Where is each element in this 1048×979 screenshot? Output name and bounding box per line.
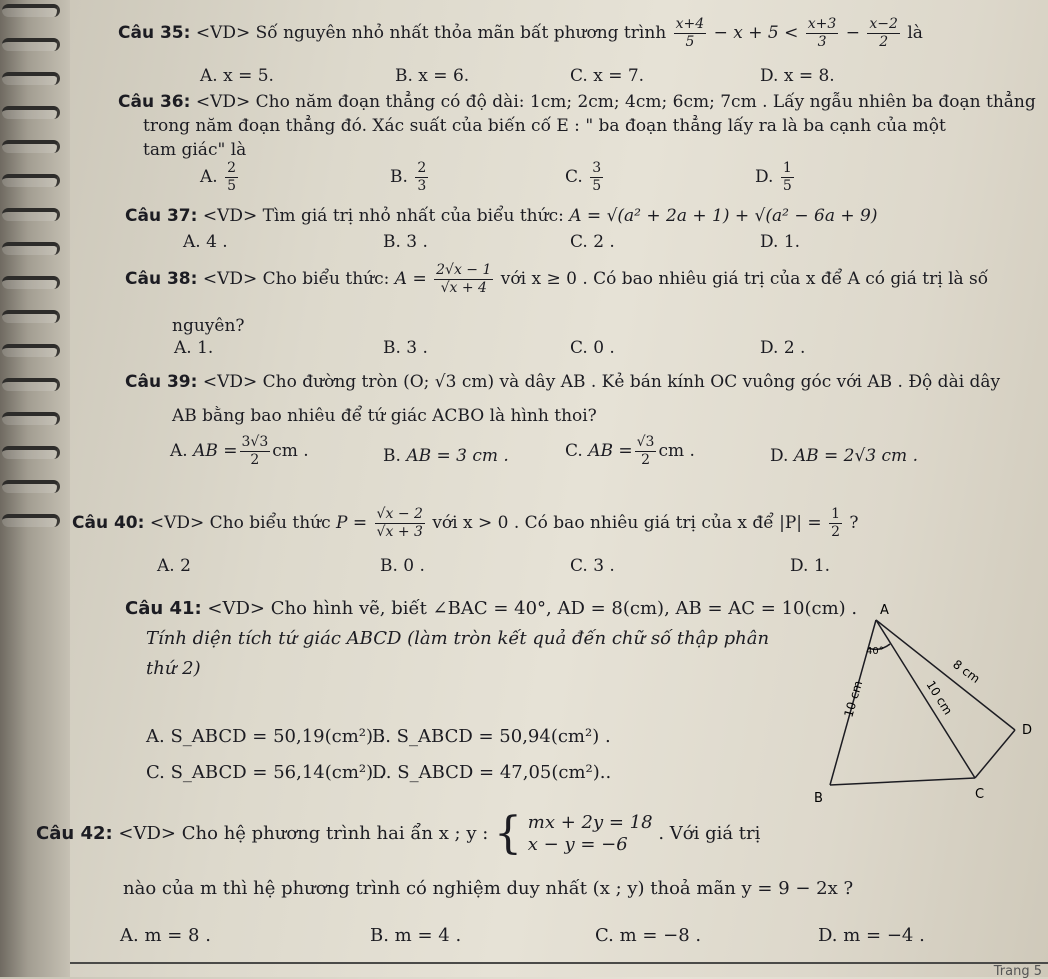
question-tag: <VD> [118, 823, 177, 844]
option-letter: C. [565, 167, 583, 187]
option-letter: D. [755, 167, 774, 187]
fraction-numerator: x+4 [675, 16, 705, 32]
question-text: . Với giá trị [658, 823, 761, 844]
question-36 [118, 92, 1036, 112]
question-41 [125, 598, 857, 619]
vertex-b-label: B [814, 791, 823, 806]
spiral-ring [2, 480, 60, 493]
option-letter: B. [383, 446, 401, 466]
option-text: AB = [588, 441, 633, 461]
option-a[interactable] [170, 434, 309, 469]
option-b[interactable]: B. 0 . [380, 556, 425, 576]
vertex-d-label: D [1022, 723, 1033, 738]
fraction-numerator: 2 [227, 160, 237, 176]
math-expression: P = [336, 513, 368, 533]
fraction-denominator: 2 [831, 524, 840, 540]
question-text-line: trong năm đoạn thẳng đó. Xác suất của biến cố E : " ba đoạn thẳng lấy ra là ba cạnh của một [143, 116, 946, 136]
option-letter: D. [770, 446, 789, 466]
option-b[interactable]: B. x = 6. [395, 66, 470, 86]
option-d[interactable]: D. 1. [760, 232, 801, 252]
question-label: Câu 42: [36, 823, 113, 844]
fraction-denominator: 2 [250, 452, 260, 468]
edge-cd [975, 730, 1015, 778]
fraction-denominator: 3 [817, 34, 827, 50]
option-c[interactable] [565, 160, 605, 195]
spiral-ring [2, 310, 60, 323]
option-d[interactable]: D. S_ABCD = 47,05(cm²).. [372, 762, 612, 783]
question-label: Câu 41: [125, 598, 202, 619]
spiral-ring [2, 38, 60, 51]
option-c[interactable] [565, 434, 695, 469]
question-text: với x > 0 . Có bao nhiêu giá trị của x để |P| = [432, 513, 822, 533]
edge-bc [830, 778, 975, 785]
fraction-denominator: 2 [879, 34, 889, 50]
question-text-line: AB bằng bao nhiêu để tứ giác ACBO là hình thoi? [172, 406, 597, 426]
math-expression: A = [394, 269, 427, 289]
fraction-numerator: 1 [782, 160, 792, 176]
question-38 [125, 262, 988, 297]
question-text: Cho biểu thức: [262, 269, 390, 289]
expression-part: − [845, 23, 860, 43]
spiral-ring [2, 412, 60, 425]
edge-ab-label: 10 cm [841, 679, 866, 719]
question-label: Câu 35: [118, 23, 191, 43]
spiral-ring [2, 344, 60, 357]
question-text: Tìm giá trị nhỏ nhất của biểu thức: [262, 206, 564, 226]
option-d[interactable]: D. 1. [790, 556, 831, 576]
option-c[interactable]: C. 3 . [570, 556, 615, 576]
spiral-ring [2, 208, 60, 221]
question-tag: <VD> [195, 92, 251, 112]
question-37 [125, 206, 877, 226]
option-c[interactable]: C. 2 . [570, 232, 615, 252]
question-text: Cho hệ phương trình hai ẩn x ; y : [181, 823, 489, 844]
spiral-ring [2, 514, 60, 527]
question-35 [118, 16, 923, 51]
option-b[interactable] [390, 160, 430, 195]
fraction-numerator: 3 [592, 160, 602, 176]
fraction-denominator: 2 [641, 452, 651, 468]
option-c[interactable]: C. x = 7. [570, 66, 645, 86]
spiral-ring [2, 174, 60, 187]
question-text-line: nguyên? [172, 316, 245, 336]
option-d[interactable]: D. 2 . [760, 338, 806, 358]
spiral-ring [2, 242, 60, 255]
question-tag: <VD> [149, 513, 205, 533]
spiral-ring [2, 4, 60, 17]
edge-ac [876, 620, 975, 778]
fraction-denominator: 5 [782, 178, 792, 194]
fraction-numerator: √x − 2 [376, 506, 423, 522]
question-text-tail: là [907, 23, 923, 43]
option-text: cm . [272, 441, 309, 461]
spiral-ring [2, 276, 60, 289]
system-equation: mx + 2y = 18 [527, 812, 653, 833]
fraction-denominator: √x + 3 [376, 524, 423, 540]
math-expression: A = √(a² + 2a + 1) + √(a² − 6a + 9) [569, 206, 878, 226]
option-a[interactable] [200, 160, 240, 195]
option-a[interactable]: A. 4 . [183, 232, 228, 252]
page-divider [70, 962, 1048, 964]
question-text-line: nào của m thì hệ phương trình có nghiệm duy nhất (x ; y) thoả mãn y = 9 − 2x ? [123, 878, 854, 899]
question-label: Câu 40: [72, 513, 145, 533]
option-a[interactable]: A. m = 8 . [120, 925, 211, 946]
question-label: Câu 39: [125, 372, 198, 392]
expression-part: − x + 5 < [713, 23, 799, 43]
question-tag: <VD> [202, 372, 258, 392]
option-d[interactable]: D. x = 8. [760, 66, 835, 86]
option-b[interactable]: B. 3 . [383, 338, 428, 358]
edge-ac-label: 10 cm [923, 678, 956, 718]
spiral-ring [2, 378, 60, 391]
option-d[interactable] [770, 446, 918, 466]
spiral-ring [2, 446, 60, 459]
fraction-numerator: 1 [831, 506, 840, 522]
question-39 [125, 372, 1000, 392]
option-a[interactable]: A. x = 5. [200, 66, 274, 86]
question-text-line: Tính diện tích tứ giác ABCD (làm tròn kết quả đến chữ số thập phân [146, 628, 770, 649]
question-text: với x ≥ 0 . Có bao nhiêu giá trị của x để A có giá trị là số [500, 269, 989, 289]
page-number: Trang 5 [993, 964, 1042, 979]
question-text-line: tam giác" là [143, 140, 247, 160]
fraction-numerator: 2√x − 1 [436, 262, 492, 278]
option-text: AB = [193, 441, 238, 461]
option-c[interactable]: C. 0 . [570, 338, 615, 358]
option-a[interactable]: A. 1. [174, 338, 214, 358]
option-letter: C. [565, 441, 583, 461]
option-d[interactable]: D. m = −4 . [818, 925, 925, 946]
question-tag: <VD> [202, 206, 258, 226]
option-letter: A. [170, 441, 188, 461]
option-text: AB = 3 cm . [406, 446, 509, 466]
question-label: Câu 36: [118, 92, 191, 112]
option-a[interactable]: A. 2 [157, 556, 191, 576]
option-b[interactable]: B. S_ABCD = 50,94(cm²) . [372, 726, 611, 747]
question-tag: <VD> [207, 598, 266, 619]
quadrilateral-figure [810, 600, 1040, 810]
question-text: Cho biểu thức [209, 513, 331, 533]
question-label: Câu 38: [125, 269, 198, 289]
spiral-ring [2, 140, 60, 153]
fraction-denominator: 5 [592, 178, 602, 194]
option-letter: B. [390, 167, 408, 187]
option-b[interactable] [383, 446, 509, 466]
vertex-c-label: C [975, 787, 985, 802]
option-a[interactable]: A. S_ABCD = 50,19(cm²) . [146, 726, 385, 747]
angle-label: 40° [866, 646, 884, 657]
edge-ad-label: 8 cm [950, 657, 983, 686]
question-text: Số nguyên nhỏ nhất thỏa mãn bất phương trình [255, 23, 667, 43]
option-d[interactable] [755, 160, 796, 195]
fraction-denominator: 3 [417, 178, 427, 194]
question-text-tail: ? [849, 513, 859, 533]
option-text: cm . [658, 441, 695, 461]
fraction-denominator: 5 [685, 34, 695, 50]
fraction-denominator: √x + 4 [440, 280, 487, 296]
question-tag: <VD> [195, 23, 251, 43]
vertex-a-label: A [880, 603, 889, 618]
question-text: Cho đường tròn (O; √3 cm) và dây AB . Kẻ bán kính OC vuông góc với AB . Độ dài dây [262, 372, 1001, 392]
question-text-line: thứ 2) [146, 658, 201, 679]
option-c[interactable]: C. S_ABCD = 56,14(cm²) . [146, 762, 385, 783]
question-text: Cho năm đoạn thẳng có độ dài: 1cm; 2cm; 4cm; 6cm; 7cm . Lấy ngẫu nhiên ba đoạn thẳng [255, 92, 1036, 112]
fraction-numerator: 3√3 [241, 434, 269, 450]
fraction-denominator: 5 [227, 178, 237, 194]
question-label: Câu 37: [125, 206, 198, 226]
fraction-numerator: x+3 [807, 16, 837, 32]
fraction-numerator: x−2 [869, 16, 898, 32]
option-letter: A. [200, 167, 218, 187]
option-c[interactable]: C. m = −8 . [595, 925, 702, 946]
option-b[interactable]: B. m = 4 . [370, 925, 462, 946]
spiral-ring [2, 106, 60, 119]
fraction-numerator: 2 [417, 160, 427, 176]
option-b[interactable]: B. 3 . [383, 232, 428, 252]
question-text: Cho hình vẽ, biết ∠BAC = 40°, AD = 8(cm), AB = AC = 10(cm) . [270, 598, 858, 619]
option-text: AB = 2√3 cm . [793, 446, 918, 466]
question-40 [72, 506, 859, 541]
spiral-ring [2, 72, 60, 85]
fraction-numerator: √3 [636, 434, 655, 450]
system-brace: { [494, 808, 523, 859]
question-42 [36, 808, 761, 859]
system-equation: x − y = −6 [527, 834, 628, 855]
question-tag: <VD> [202, 269, 258, 289]
